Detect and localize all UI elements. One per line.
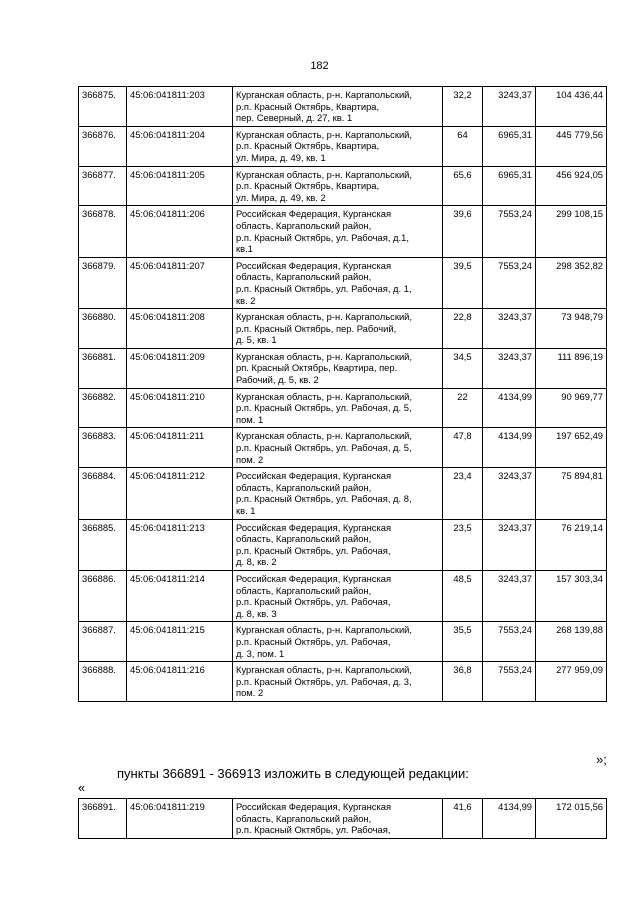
- cadastral-cost-cell: 111 896,19: [536, 348, 607, 388]
- cadastral-cost-cell: 197 652,49: [536, 428, 607, 468]
- address-cell: Российская Федерация, Курганская область, Каргапольский район, р.п. Красный Октябрь, ул. Рабочая, д. 8, кв. 1: [233, 468, 443, 519]
- address-cell: Курганская область, р-н. Каргапольский, р.п. Красный Октябрь, Квартира, ул. Мира, д. 49, кв. 2: [233, 166, 443, 206]
- specific-value-cell: 7553,24: [483, 257, 536, 308]
- specific-value-cell: 6965,31: [483, 126, 536, 166]
- cadastral-number-cell: 45:06:041811:209: [127, 348, 233, 388]
- specific-value-cell: 7553,24: [483, 622, 536, 662]
- table-row: [79, 570, 607, 621]
- row-number-cell: 366878.: [79, 206, 127, 257]
- cadastral-number-cell: 45:06:041811:212: [127, 468, 233, 519]
- address-cell: Курганская область, р-н. Каргапольский, рп. Красный Октябрь, Квартира, пер. Рабочий, д. 5, кв. 2: [233, 348, 443, 388]
- row-number-cell: 366887.: [79, 622, 127, 662]
- table-row: [79, 622, 607, 662]
- table-row: [79, 348, 607, 388]
- specific-value-cell: 3243,37: [483, 309, 536, 349]
- row-number-cell: 366883.: [79, 428, 127, 468]
- table-row: [79, 87, 607, 127]
- cadastral-number-cell: 45:06:041811:208: [127, 309, 233, 349]
- cadastral-number-cell: 45:06:041811:204: [127, 126, 233, 166]
- address-cell: Российская Федерация, Курганская область, Каргапольский район, р.п. Красный Октябрь, ул. Рабочая,: [233, 799, 443, 839]
- opening-quote: «: [78, 780, 86, 795]
- cadastral-cost-cell: 90 969,77: [536, 388, 607, 428]
- specific-value-cell: 7553,24: [483, 206, 536, 257]
- area-cell: 39,6: [443, 206, 483, 257]
- continuation-table: [78, 798, 607, 839]
- row-number-cell: 366875.: [79, 87, 127, 127]
- area-cell: 41,6: [443, 799, 483, 839]
- address-cell: Курганская область, р-н. Каргапольский, р.п. Красный Октябрь, ул. Рабочая, д. 3, пом. 1: [233, 622, 443, 662]
- area-cell: 23,4: [443, 468, 483, 519]
- cadastral-cost-cell: 76 219,14: [536, 519, 607, 570]
- row-number-cell: 366884.: [79, 468, 127, 519]
- cadastral-cost-cell: 277 959,09: [536, 662, 607, 702]
- cadastral-number-cell: 45:06:041811:211: [127, 428, 233, 468]
- specific-value-cell: 4134,99: [483, 799, 536, 839]
- table-row: [79, 206, 607, 257]
- cadastral-number-cell: 45:06:041811:214: [127, 570, 233, 621]
- table-row: [79, 662, 607, 702]
- specific-value-cell: 6965,31: [483, 166, 536, 206]
- cadastral-cost-cell: 75 894,81: [536, 468, 607, 519]
- cadastral-number-cell: 45:06:041811:205: [127, 166, 233, 206]
- area-cell: 22,8: [443, 309, 483, 349]
- address-cell: Курганская область, р-н. Каргапольский, р.п. Красный Октябрь, ул. Рабочая, д. 3, пом. 2: [233, 662, 443, 702]
- table-row: [79, 428, 607, 468]
- row-number-cell: 366891.: [79, 799, 127, 839]
- address-cell: Курганская область, р-н. Каргапольский, р.п. Красный Октябрь, ул. Рабочая, д. 5, пом. 1: [233, 388, 443, 428]
- area-cell: 23,5: [443, 519, 483, 570]
- area-cell: 36,8: [443, 662, 483, 702]
- area-cell: 32,2: [443, 87, 483, 127]
- cadastral-cost-cell: 104 436,44: [536, 87, 607, 127]
- address-cell: Российская Федерация, Курганская область, Каргапольский район, р.п. Красный Октябрь, ул. Рабочая, д.1, кв.1: [233, 206, 443, 257]
- cadastral-cost-cell: 299 108,15: [536, 206, 607, 257]
- area-cell: 34,5: [443, 348, 483, 388]
- cadastral-cost-cell: 157 303,34: [536, 570, 607, 621]
- cadastral-number-cell: 45:06:041811:206: [127, 206, 233, 257]
- specific-value-cell: 3243,37: [483, 87, 536, 127]
- cadastral-number-cell: 45:06:041811:213: [127, 519, 233, 570]
- specific-value-cell: 4134,99: [483, 388, 536, 428]
- row-number-cell: 366882.: [79, 388, 127, 428]
- table-row: [79, 388, 607, 428]
- specific-value-cell: 7553,24: [483, 662, 536, 702]
- specific-value-cell: 3243,37: [483, 348, 536, 388]
- row-number-cell: 366879.: [79, 257, 127, 308]
- cadastral-table: [78, 86, 607, 702]
- specific-value-cell: 3243,37: [483, 570, 536, 621]
- row-number-cell: 366880.: [79, 309, 127, 349]
- amendment-instruction: пункты 366891 - 366913 изложить в следующей редакции:: [117, 766, 469, 781]
- cadastral-number-cell: 45:06:041811:207: [127, 257, 233, 308]
- table-row: [79, 257, 607, 308]
- address-cell: Курганская область, р-н. Каргапольский, р.п. Красный Октябрь, Квартира, пер. Северный, д. 27, кв. 1: [233, 87, 443, 127]
- cadastral-number-cell: 45:06:041811:216: [127, 662, 233, 702]
- row-number-cell: 366877.: [79, 166, 127, 206]
- area-cell: 35,5: [443, 622, 483, 662]
- address-cell: Курганская область, р-н. Каргапольский, р.п. Красный Октябрь, пер. Рабочий, д. 5, кв. 1: [233, 309, 443, 349]
- address-cell: Российская Федерация, Курганская область, Каргапольский район, р.п. Красный Октябрь, ул. Рабочая, д. 8, кв. 3: [233, 570, 443, 621]
- specific-value-cell: 3243,37: [483, 468, 536, 519]
- page-number: 182: [310, 60, 329, 72]
- table-row: [79, 309, 607, 349]
- table-row: [79, 126, 607, 166]
- cadastral-number-cell: 45:06:041811:210: [127, 388, 233, 428]
- specific-value-cell: 4134,99: [483, 428, 536, 468]
- address-cell: Курганская область, р-н. Каргапольский, р.п. Красный Октябрь, Квартира, ул. Мира, д. 49, кв. 1: [233, 126, 443, 166]
- row-number-cell: 366876.: [79, 126, 127, 166]
- specific-value-cell: 3243,37: [483, 519, 536, 570]
- area-cell: 65,6: [443, 166, 483, 206]
- area-cell: 39,5: [443, 257, 483, 308]
- address-cell: Российская Федерация, Курганская область, Каргапольский район, р.п. Красный Октябрь, ул. Рабочая, д. 8, кв. 2: [233, 519, 443, 570]
- table-row: [79, 519, 607, 570]
- row-number-cell: 366885.: [79, 519, 127, 570]
- cadastral-cost-cell: 73 948,79: [536, 309, 607, 349]
- table-row: [79, 468, 607, 519]
- cadastral-cost-cell: 445 779,56: [536, 126, 607, 166]
- area-cell: 48,5: [443, 570, 483, 621]
- row-number-cell: 366888.: [79, 662, 127, 702]
- area-cell: 64: [443, 126, 483, 166]
- table-row: [79, 799, 607, 839]
- cadastral-cost-cell: 172 015,56: [536, 799, 607, 839]
- closing-quote: »;: [596, 752, 607, 767]
- cadastral-cost-cell: 456 924,05: [536, 166, 607, 206]
- cadastral-number-cell: 45:06:041811:203: [127, 87, 233, 127]
- cadastral-cost-cell: 298 352,82: [536, 257, 607, 308]
- cadastral-number-cell: 45:06:041811:215: [127, 622, 233, 662]
- cadastral-number-cell: 45:06:041811:219: [127, 799, 233, 839]
- address-cell: Российская Федерация, Курганская область, Каргапольский район, р.п. Красный Октябрь, ул. Рабочая, д. 1, кв. 2: [233, 257, 443, 308]
- row-number-cell: 366881.: [79, 348, 127, 388]
- area-cell: 47,8: [443, 428, 483, 468]
- table-row: [79, 166, 607, 206]
- cadastral-cost-cell: 268 139,88: [536, 622, 607, 662]
- row-number-cell: 366886.: [79, 570, 127, 621]
- area-cell: 22: [443, 388, 483, 428]
- address-cell: Курганская область, р-н. Каргапольский, р.п. Красный Октябрь, ул. Рабочая, д. 5, пом. 2: [233, 428, 443, 468]
